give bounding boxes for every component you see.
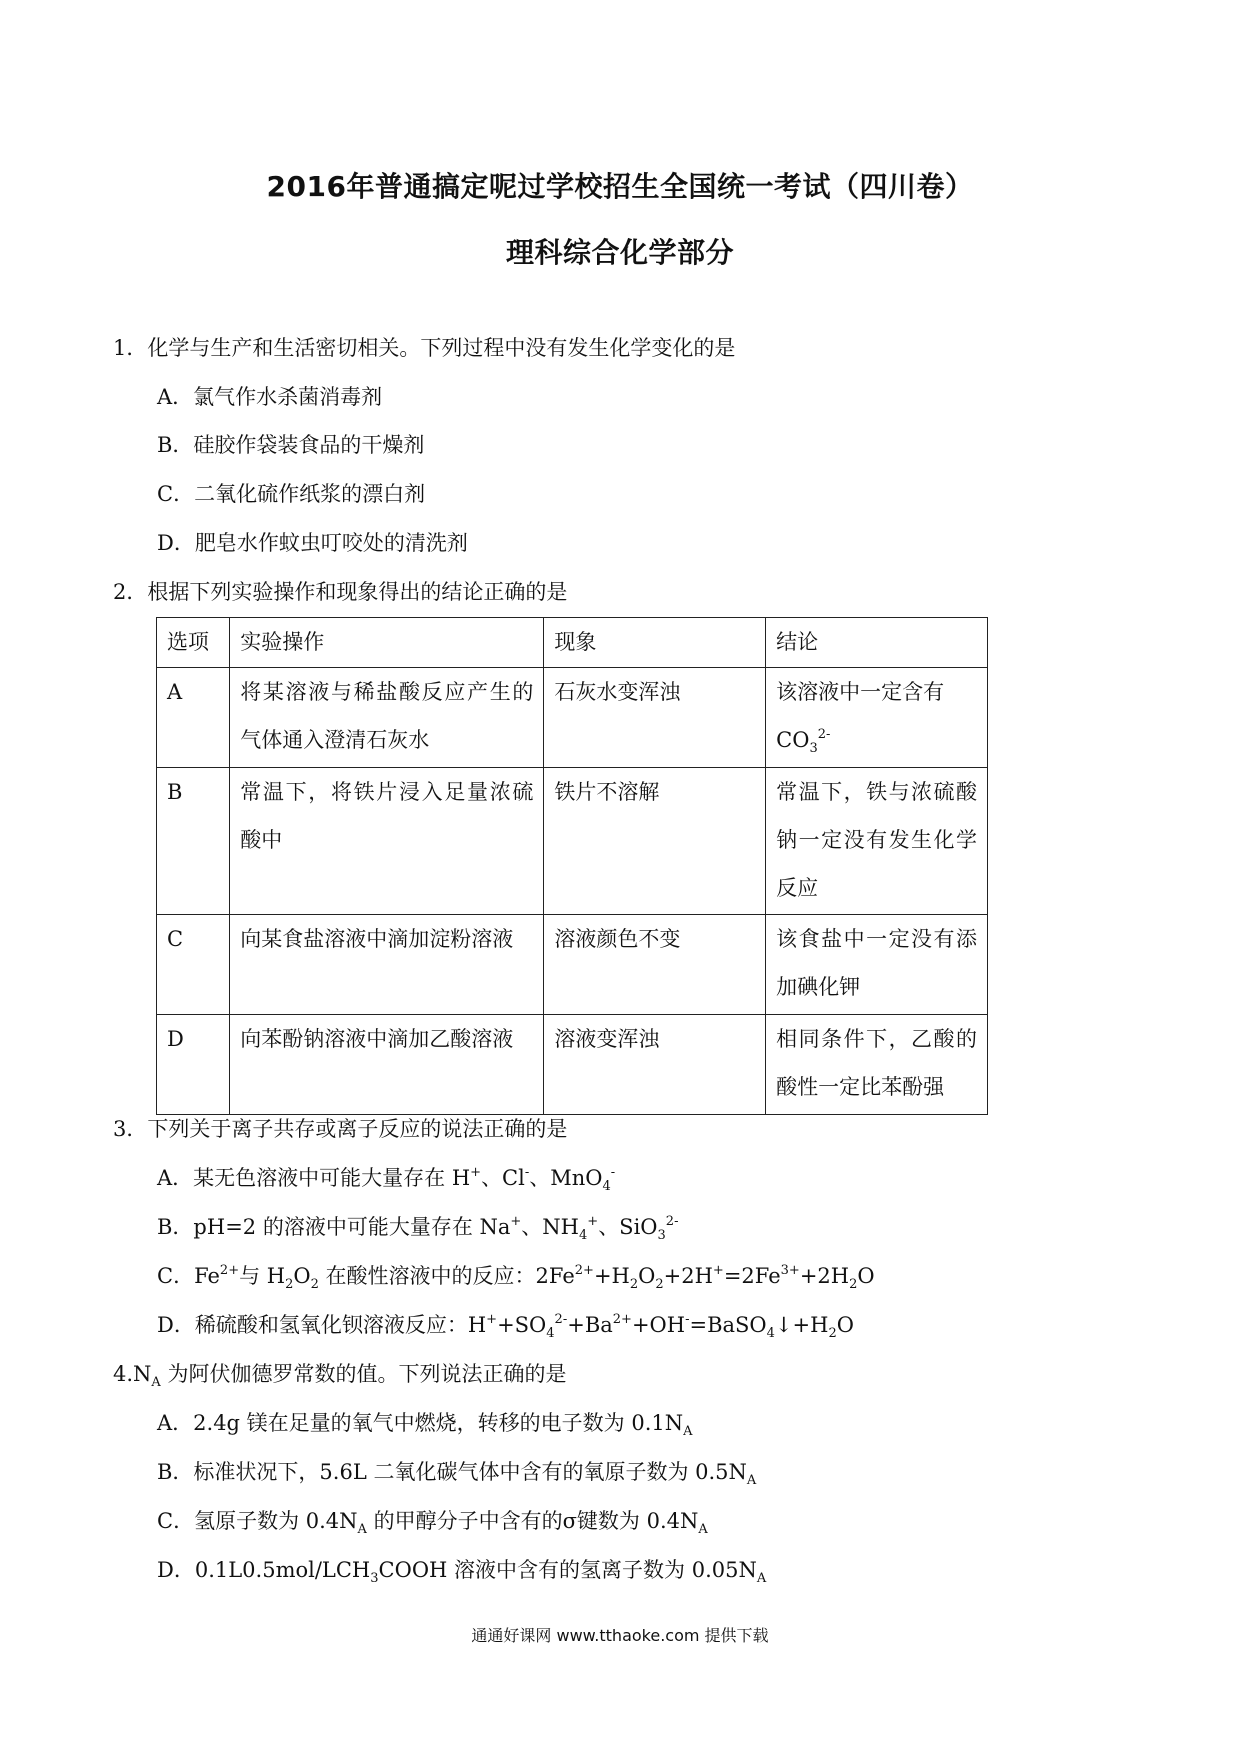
carbonate-formula: $CO_3^{2-}$ (776, 727, 831, 756)
header-option: 选项 (167, 630, 209, 654)
question-4-option-b: B．标准状况下，5.6L 二氧化碳气体中含有的氧原子数为 $0.5N_A$ (157, 1460, 757, 1488)
page-subtitle: 理科综合化学部分 (505, 236, 734, 269)
row-phenomenon: 溶液变浑浊 (554, 1027, 660, 1051)
row-option: D (167, 1027, 184, 1051)
question-4-option-a: A．2.4g 镁在足量的氧气中燃烧，转移的电子数为 $0.1N_A$ (157, 1411, 693, 1439)
row-phenomenon: 溶液颜色不变 (554, 927, 681, 951)
row-conclusion-line: 该溶液中一定含有 (776, 680, 945, 704)
table-row (157, 768, 988, 915)
question-3-option-c: C．$Fe^{2+}$与 $H_2O_2$ 在酸性溶液中的反应：$2Fe^{2+}+H_2O_2+2H^+=2Fe^{3+}+2H_2O$ (157, 1263, 875, 1292)
question-4-option-c: C．氢原子数为 $0.4N_A$ 的甲醇分子中含有的σ键数为 $0.4N_A$ (157, 1509, 708, 1537)
question-3-option-b: B．pH=2 的溶液中可能大量存在 Na+、$NH_4^+$、SiO$_3^{2-}$ (157, 1214, 679, 1243)
question-2-stem: 2．根据下列实验操作和现象得出的结论正确的是 (113, 580, 568, 604)
question-3-option-a: A．某无色溶液中可能大量存在 H+、Cl-、MnO$_4$- (157, 1165, 616, 1194)
row-phenomenon: 石灰水变浑浊 (554, 680, 681, 704)
question-3-stem: 3．下列关于离子共存或离子反应的说法正确的是 (113, 1117, 568, 1141)
row-operation: 向苯酚钠溶液中滴加乙酸溶液 (240, 1027, 514, 1051)
row-option: B (167, 780, 183, 804)
row-conclusion: 常温下，铁与浓硫酸钠一定没有发生化学反应 (776, 780, 977, 900)
row-conclusion: 该食盐中一定没有添加碘化钾 (776, 927, 977, 999)
question-1-option-c: C．二氧化硫作纸浆的漂白剂 (157, 482, 426, 506)
table-row (157, 915, 988, 1015)
table-row (157, 1015, 988, 1115)
row-operation: 常温下，将铁片浸入足量浓硫酸中 (240, 780, 534, 852)
row-operation: 向某食盐溶液中滴加淀粉溶液 (240, 927, 514, 951)
row-conclusion: 相同条件下，乙酸的酸性一定比苯酚强 (776, 1027, 977, 1099)
question-1-option-b: B．硅胶作袋装食品的干燥剂 (157, 433, 425, 457)
footer-source: 通通好课网 www.tthaoke.com 提供下载 (471, 1626, 769, 1645)
row-phenomenon: 铁片不溶解 (554, 780, 660, 804)
row-conclusion (776, 668, 977, 764)
question-1-option-a: A．氯气作水杀菌消毒剂 (157, 385, 383, 409)
question-4-option-d: D．$0.1L0.5mol/LCH_3COOH$ 溶液中含有的氢离子数为 $0.05N_A$ (157, 1558, 767, 1586)
question-1-option-d: D．肥皂水作蚊虫叮咬处的清洗剂 (157, 531, 468, 555)
header-operation: 实验操作 (240, 630, 325, 654)
question-3-option-d: D．稀硫酸和氢氧化钡溶液反应：$H^++SO_4^{2-}+Ba^{2+}+OH^-=BaSO_4↓+H_2O$ (157, 1312, 854, 1341)
header-phenomenon: 现象 (554, 630, 597, 654)
question-4-stem: $4.N_A$ 为阿伏伽德罗常数的值。下列说法正确的是 (113, 1362, 567, 1390)
row-option: A (167, 680, 183, 704)
table-header-row (157, 618, 988, 668)
row-option: C (167, 927, 184, 951)
header-conclusion: 结论 (776, 630, 819, 654)
table-row (157, 668, 988, 768)
question-1-stem: 1．化学与生产和生活密切相关。下列过程中没有发生化学变化的是 (113, 336, 736, 360)
experiment-table (156, 617, 988, 1115)
row-operation: 将某溶液与稀盐酸反应产生的气体通入澄清石灰水 (240, 680, 534, 752)
page-title: 2016年普通搞定呢过学校招生全国统一考试（四川卷） (266, 170, 974, 203)
